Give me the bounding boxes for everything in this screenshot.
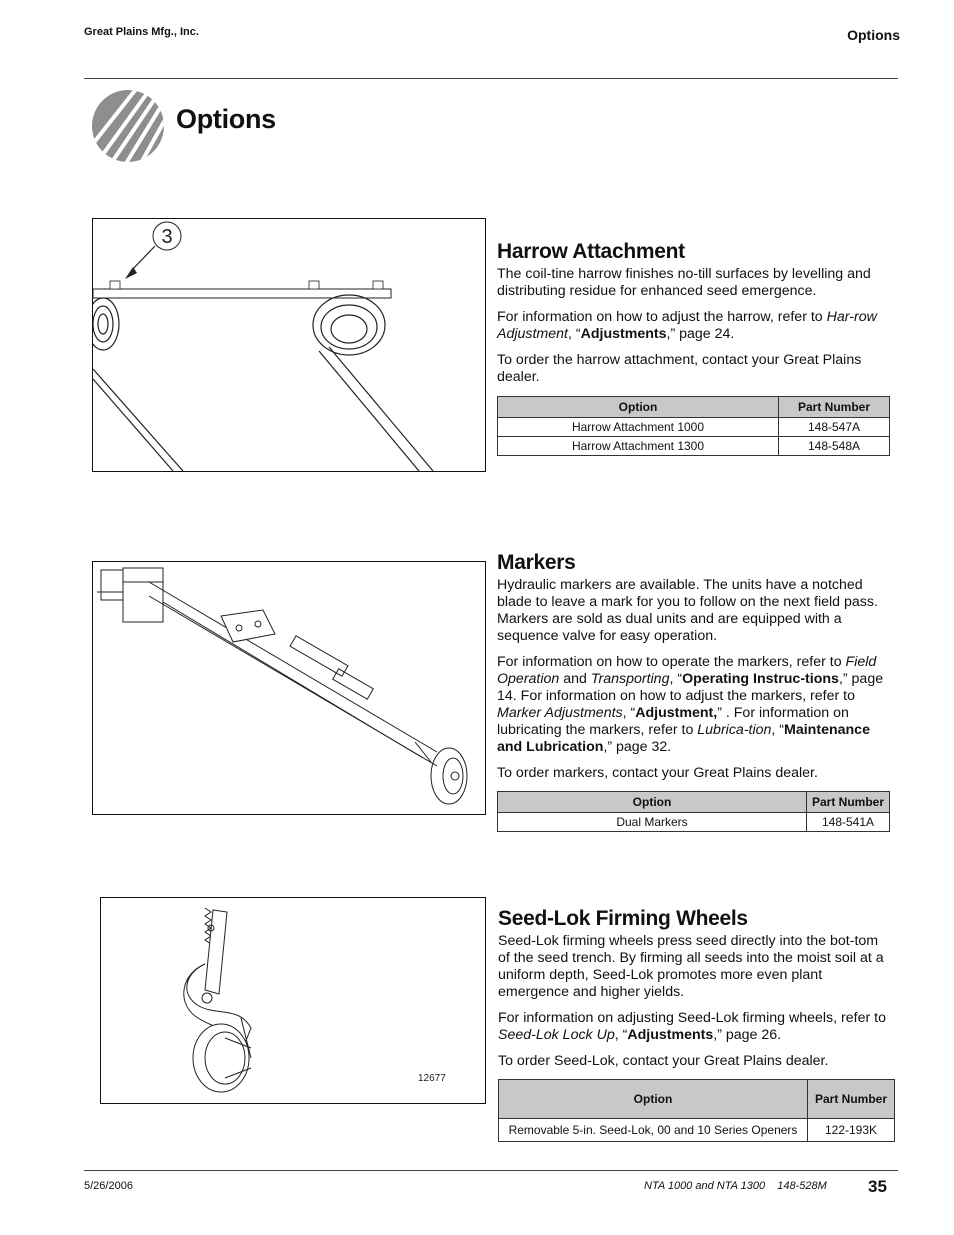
seedlok-section [498,907,890,1142]
page-title: Options [176,104,276,134]
table-header-option: Option [498,397,779,418]
great-plains-logo-icon [88,88,164,164]
figure-number: 12677 [418,1073,446,1084]
seedlok-figure [100,897,486,1104]
harrow-heading: Harrow Attachment [497,240,685,263]
seedlok-heading: Seed-Lok Firming Wheels [498,907,748,930]
company-name: Great Plains Mfg., Inc. [84,26,199,38]
table-header-option: Option [499,1080,808,1119]
table-header-part-number: Part Number [807,792,890,813]
markers-figure [92,561,486,815]
harrow-options-table [497,396,890,456]
table-row: Harrow Attachment 1000 148-547A [498,418,890,437]
page-number: 35 [868,1177,887,1196]
table-row: Dual Markers 148-541A [498,813,890,832]
markers-order-note: To order markers, contact your Great Plains dealer. [497,765,818,781]
table-header-part-number: Part Number [779,397,890,418]
callout-number: 3 [161,226,173,248]
harrow-figure [92,218,486,472]
harrow-section [497,240,889,456]
table-row: Removable 5-in. Seed-Lok, 00 and 10 Series Openers 122-193K [499,1119,895,1142]
footer-manual-id: NTA 1000 and NTA 1300 148-528M [644,1180,827,1192]
seedlok-order-note: To order Seed-Lok, contact your Great Plains dealer. [498,1053,829,1069]
table-row: Harrow Attachment 1300 148-548A [498,437,890,456]
running-header: Options [847,27,900,43]
markers-options-table [497,791,890,832]
seedlok-description: Seed-Lok firming wheels press seed directly into the bot-tom of the seed trench. By firming all seeds into the moist soil at a uniform depth, Seed-Lok promotes more even plant emergence and higher yields. [498,933,884,1000]
footer-rule [84,1170,898,1171]
markers-description: Hydraulic markers are available. The units have a notched blade to leave a mark for you to follow on the next field pass. Markers are sold as dual units and are equipped with a sequence valve for easy operation. [497,577,878,644]
harrow-description: The coil-tine harrow finishes no-till surfaces by levelling and distributing residue for enhanced seed emergence. [497,266,871,299]
header-rule [84,78,898,79]
harrow-order-note: To order the harrow attachment, contact your Great Plains dealer. [497,352,862,385]
harrow-adjust-ref: For information on how to adjust the harrow, refer to Har-row Adjustment, “Adjustments,” page 24. [497,309,877,342]
table-header-option: Option [498,792,807,813]
seedlok-options-table [498,1079,895,1142]
markers-reference: For information on how to operate the markers, refer to Field Operation and Transporting, “Operating Instruc-tions,” page 14. For information on how to adjust the markers, refer to Marker Adjustments, “Adjustment,” . For information on lubricating the markers, refer to Lubrica-tion, “Maintenance and Lubrication,” page 32. [497,654,884,755]
seedlok-adjust-ref: For information on adjusting Seed-Lok firming wheels, refer to Seed-Lok Lock Up, “Adjustments,” page 26. [498,1010,886,1043]
table-header-part-number: Part Number [808,1080,895,1119]
markers-section [497,551,889,832]
footer-date: 5/26/2006 [84,1180,133,1192]
markers-heading: Markers [497,551,576,574]
